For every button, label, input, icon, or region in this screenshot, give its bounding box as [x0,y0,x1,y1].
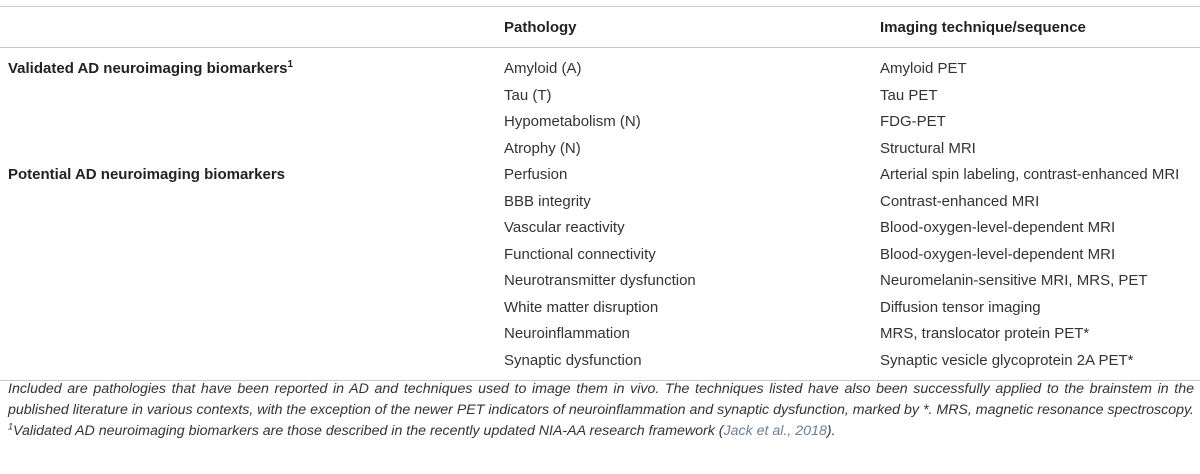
header-technique: Imaging technique/sequence [880,18,1086,36]
footnote-end-text: ). [826,423,836,439]
pathology-cell: Tau (T) [504,86,552,104]
group-cell-empty [0,241,496,268]
footnote-main-text: Included are pathologies that have been reported in AD and techniques used to image them in vivo. The techniques listed have also been successfully applied to the brainstem in the published literature in various contexts, with the exception of the newer PET indicators of neuroinflammation and synaptic dysfunction, marked by *. MRS, magnetic resonance spectroscopy. [8,381,1194,418]
group-cell-empty [0,188,496,215]
table-row [0,162,1200,189]
pathology-cell: Vascular reactivity [504,219,625,237]
table-row [0,321,1200,348]
table-row [0,347,1200,380]
group-cell-empty [0,82,496,109]
group-cell-empty [0,321,496,348]
technique-cell: Amyloid PET [880,59,967,77]
group-cell-empty [0,135,496,162]
group-label-text: Validated AD neuroimaging biomarkers [8,59,288,77]
group-cell-empty [0,347,496,380]
table-row [0,294,1200,321]
group-label-potential: Potential AD neuroimaging biomarkers [8,166,285,184]
pathology-cell: Functional connectivity [504,245,656,263]
table-header-row [0,7,1200,48]
pathology-cell: White matter disruption [504,298,659,316]
table-row [0,188,1200,215]
technique-cell: FDG-PET [880,113,946,131]
footnote-second-text: Validated AD neuroimaging biomarkers are those described in the recently updated NIA-AA research framework ( [13,423,724,439]
footnote-marker: 1 [8,421,14,432]
technique-cell: Blood-oxygen-level-dependent MRI [880,219,1116,237]
pathology-cell: Synaptic dysfunction [504,351,642,369]
table-row [0,82,1200,109]
pathology-cell: Perfusion [504,166,568,184]
technique-cell: Neuromelanin-sensitive MRI, MRS, PET [880,272,1148,290]
table-row [0,109,1200,136]
group-cell-empty [0,268,496,295]
group-label-validated [0,48,496,83]
pathology-cell: Amyloid (A) [504,59,582,77]
group-cell-empty [0,294,496,321]
header-blank [0,7,496,48]
table-row [0,135,1200,162]
technique-cell: Tau PET [880,86,938,104]
technique-cell: Blood-oxygen-level-dependent MRI [880,245,1116,263]
group-cell-empty [0,215,496,242]
table-row [0,48,1200,83]
technique-cell: Contrast-enhanced MRI [880,192,1040,210]
citation-link[interactable]: Jack et al., 2018 [723,423,827,439]
technique-cell: Structural MRI [880,139,976,157]
table-row [0,215,1200,242]
technique-cell: Diffusion tensor imaging [880,298,1041,316]
pathology-cell: Atrophy (N) [504,139,581,157]
pathology-cell: Neurotransmitter dysfunction [504,272,696,290]
group-cell-empty [0,109,496,136]
technique-cell: MRS, translocator protein PET* [880,325,1090,343]
footnote-marker: 1 [287,58,294,70]
table-footnote [8,379,1194,442]
pathology-cell: Neuroinflammation [504,325,630,343]
table-row [0,241,1200,268]
technique-cell: Arterial spin labeling, contrast-enhanced MRI [880,166,1180,184]
pathology-cell: Hypometabolism (N) [504,113,641,131]
technique-cell: Synaptic vesicle glycoprotein 2A PET* [880,351,1134,369]
table-row [0,268,1200,295]
header-pathology: Pathology [504,18,577,36]
pathology-cell: BBB integrity [504,192,591,210]
biomarker-table-container [0,6,1200,381]
biomarker-table [0,6,1200,381]
